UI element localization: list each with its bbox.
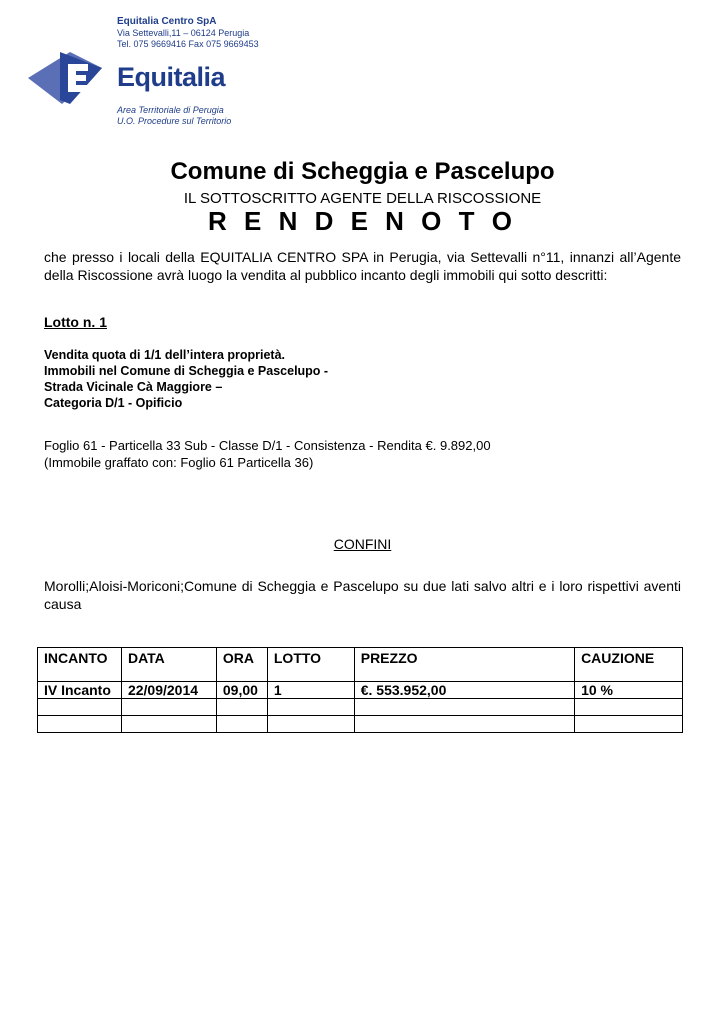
- table-header-cell: LOTTO: [267, 648, 354, 682]
- lotto-desc-line: Strada Vicinale Cà Maggiore –: [44, 380, 223, 394]
- table-cell: 09,00: [216, 682, 267, 699]
- lotto-label: Lotto n. 1: [44, 314, 107, 330]
- table-header-cell: PREZZO: [354, 648, 574, 682]
- graffato-line: (Immobile graffato con: Foglio 61 Particella 36): [44, 455, 314, 470]
- page-title: Comune di Scheggia e Pascelupo: [170, 158, 555, 185]
- table-header-cell: INCANTO: [38, 648, 122, 682]
- rendenoto-heading: R E N D E N O T O: [208, 206, 517, 236]
- subtitle: IL SOTTOSCRITTO AGENTE DELLA RISCOSSIONE: [183, 190, 542, 207]
- confini-paragraph: Morolli;Aloisi-Moriconi;Comune di Scheggia e Pascelupo su due lati salvo altri e i loro rispettivi aventi causa: [44, 578, 681, 612]
- table-cell: 10 %: [575, 682, 683, 699]
- table-cell: 1: [267, 682, 354, 699]
- lotto-desc-line: Categoria D/1 - Opificio: [44, 396, 183, 410]
- table-cell: IV Incanto: [38, 682, 122, 699]
- company-address: Via Settevalli,11 – 06124 Perugia: [117, 28, 250, 38]
- company-phone: Tel. 075 9669416 Fax 075 9669453: [117, 39, 259, 49]
- table-header-cell: CAUZIONE: [575, 648, 683, 682]
- equitalia-logo-icon: [28, 48, 108, 108]
- logo-wordmark: Equitalia: [117, 62, 226, 92]
- unit-name: U.O. Procedure sul Territorio: [117, 116, 232, 126]
- table-row-empty: [38, 699, 683, 716]
- table-cell: €. 553.952,00: [354, 682, 574, 699]
- intro-paragraph: che presso i locali della EQUITALIA CENTRO SPA in Perugia, via Settevalli n°11, innanzi all’Agente della Riscossione avrà luogo la vendita al pubblico incanto degli immobili qui sotto descritti:: [44, 249, 681, 283]
- table-header-cell: DATA: [121, 648, 216, 682]
- foglio-line: Foglio 61 - Particella 33 Sub - Classe D/1 - Consistenza - Rendita €. 9.892,00: [44, 438, 491, 453]
- auction-table: [37, 647, 683, 733]
- table-cell: 22/09/2014: [121, 682, 216, 699]
- confini-heading: CONFINI: [333, 536, 392, 552]
- lotto-desc-line: Immobili nel Comune di Scheggia e Pascelupo -: [44, 364, 329, 378]
- table-row: [38, 682, 683, 699]
- area-territoriale: Area Territoriale di Perugia: [117, 105, 224, 115]
- table-row-empty: [38, 716, 683, 733]
- table-header-cell: ORA: [216, 648, 267, 682]
- company-name: Equitalia Centro SpA: [117, 16, 217, 27]
- cadastral-info: [44, 437, 491, 471]
- lotto-description: [44, 347, 328, 411]
- table-header-row: [38, 648, 683, 682]
- lotto-desc-line: Vendita quota di 1/1 dell’intera proprietà.: [44, 348, 286, 362]
